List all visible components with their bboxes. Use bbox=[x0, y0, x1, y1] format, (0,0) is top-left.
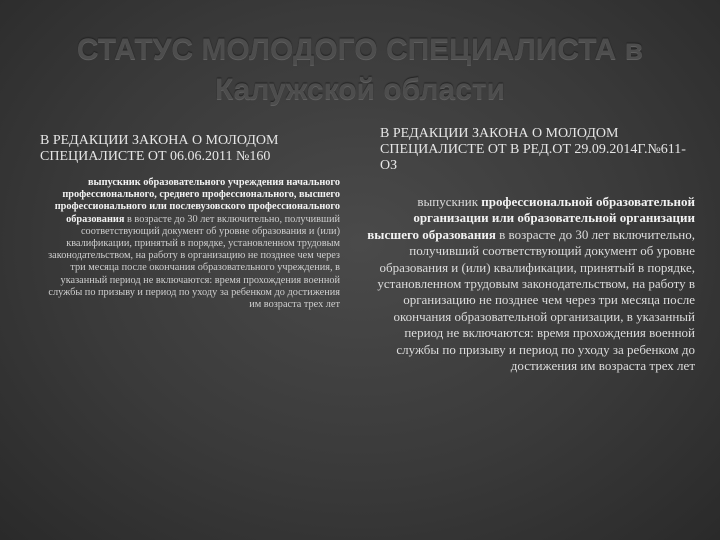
right-column-heading: В РЕДАКЦИИ ЗАКОНА О МОЛОДОМ СПЕЦИАЛИСТЕ ОТ В РЕД.ОТ 29.09.2014Г.№611-ОЗ bbox=[380, 126, 686, 173]
right-column-body bbox=[365, 194, 695, 374]
right-body-text: в возрасте до 30 лет включительно, получивший соответствующий документ об уровне образования и (или) квалификации, принятый в порядке, установленном трудовым законодательством, на работу в организацию не позднее чем через три месяца после окончания образовательной организации, в указанный период не включаются: время прохождения военной службы по призыву и период по уходу за ребенком до достижения им возраста трех лет bbox=[377, 226, 695, 374]
title-line-2: Калужской области bbox=[214, 73, 506, 106]
right-column bbox=[365, 126, 695, 374]
left-column-heading: В РЕДАКЦИИ ЗАКОНА О МОЛОДОМ СПЕЦИАЛИСТЕ ОТ 06.06.2011 №160 bbox=[40, 133, 279, 164]
right-emphasis-text: профессиональной образовательной организации или образовательной организации высшего образования bbox=[367, 194, 695, 242]
title-line-1: СТАТУС МОЛОДОГО СПЕЦИАЛИСТА в bbox=[76, 33, 644, 66]
left-column-body bbox=[40, 177, 340, 311]
left-emphasis-text: выпускник образовательного учреждения начального профессионального, среднего профессионального, высшего профессионального или послевузовского профессионального образования bbox=[54, 177, 340, 225]
left-body-text: в возрасте до 30 лет включительно, получивший соответствующий документ об уровне образования и (или) квалификации, принятый в порядке, установленном трудовым законодательством, на работу в организацию не позднее чем через три месяца после окончания образовательного учреждения, в указанный период не включаются: время прохождения военной службы по призыву и период по уходу за ребенком до достижения им возраста трех лет bbox=[48, 213, 340, 311]
right-lead-text: выпускник bbox=[417, 194, 482, 209]
left-column bbox=[40, 133, 340, 311]
slide-title bbox=[20, 30, 700, 110]
